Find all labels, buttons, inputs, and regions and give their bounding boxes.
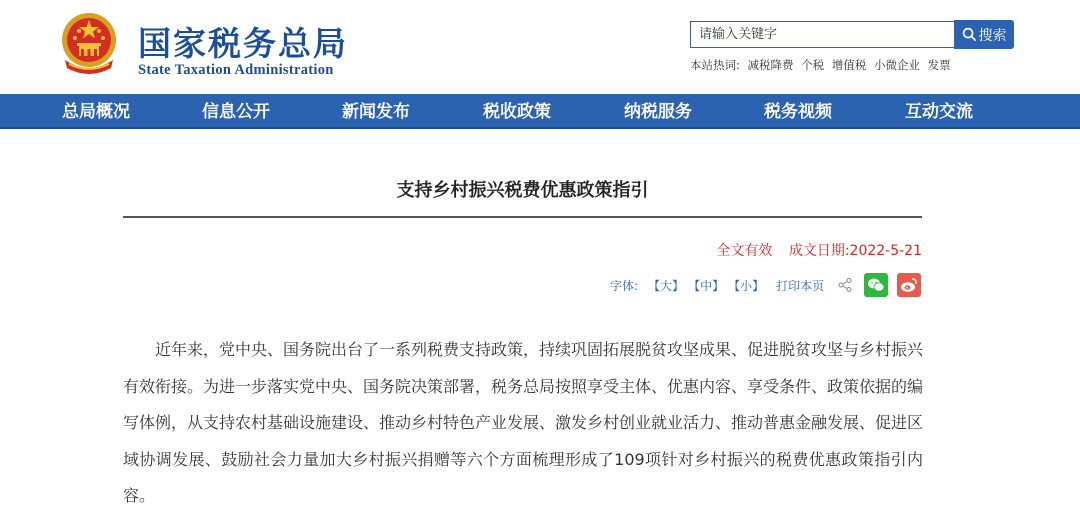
validity-status: 全文有效 (716, 243, 773, 259)
hot-word-link[interactable]: 增值税 (831, 58, 867, 72)
hot-word-link[interactable]: 减税降费 (747, 58, 794, 72)
article-meta (716, 240, 922, 260)
font-size-large-button[interactable]: 【大】 (648, 278, 685, 293)
nav-item-info-disclosure[interactable]: 信息公开 (202, 102, 270, 122)
font-size-medium-button[interactable]: 【中】 (688, 278, 725, 293)
hot-word-link[interactable]: 小微企业 (874, 58, 920, 72)
article-body: 近年来，党中央、国务院出台了一系列税费支持政策，持续巩固拓展脱贫攻坚成果、促进脱贫攻坚与乡村振兴有效衔接。为进一步落实党中央、国务院决策部署，税务总局按照享受主体、优惠内容、享受条件、政策依据的编写体例，从支持农村基础设施建设、推动乡村特色产业发展、激发乡村创业就业活力、推动普惠金融发展、促进区域协调发展、鼓励社会力量加大乡村振兴捐赠等六个方面梳理形成了109项针对乡村振兴的税费优惠政策指引内容。 (123, 340, 924, 505)
hot-word-link[interactable]: 个税 (801, 58, 825, 72)
font-size-small-button[interactable]: 【小】 (728, 278, 765, 293)
nav-item-tax-policy[interactable]: 税收政策 (483, 102, 551, 122)
national-emblem-icon (57, 10, 121, 78)
hot-words-label: 本站热词: (690, 58, 740, 72)
search-input[interactable] (690, 21, 954, 48)
nav-item-video[interactable]: 税务视频 (764, 102, 832, 122)
wechat-share-button[interactable] (864, 273, 888, 297)
site-name-en: State Taxation Administration (138, 62, 334, 78)
wechat-icon (867, 277, 885, 293)
hot-words (690, 57, 955, 73)
search-icon (962, 27, 977, 42)
search-button[interactable] (954, 20, 1014, 49)
print-button[interactable]: 打印本页 (776, 278, 825, 293)
search-button-label: 搜索 (978, 27, 1007, 44)
font-size-label: 字体: (610, 278, 639, 293)
hot-word-link[interactable]: 发票 (927, 58, 951, 72)
title-divider (123, 216, 922, 218)
nav-item-news[interactable]: 新闻发布 (342, 102, 410, 122)
article-tools (610, 270, 930, 300)
nav-item-taxpayer-service[interactable]: 纳税服务 (624, 102, 692, 122)
nav-item-interaction[interactable]: 互动交流 (905, 102, 973, 122)
weibo-icon (900, 277, 918, 293)
site-header (0, 0, 1080, 94)
share-icon[interactable] (838, 278, 852, 292)
weibo-share-button[interactable] (897, 273, 921, 297)
publish-date: 成文日期:2022-5-21 (788, 243, 922, 259)
nav-item-overview[interactable]: 总局概况 (62, 102, 130, 122)
main-nav (0, 94, 1080, 129)
article-title: 支持乡村振兴税费优惠政策指引 (396, 180, 649, 201)
site-name-cn[interactable]: 国家税务总局 (138, 24, 348, 63)
